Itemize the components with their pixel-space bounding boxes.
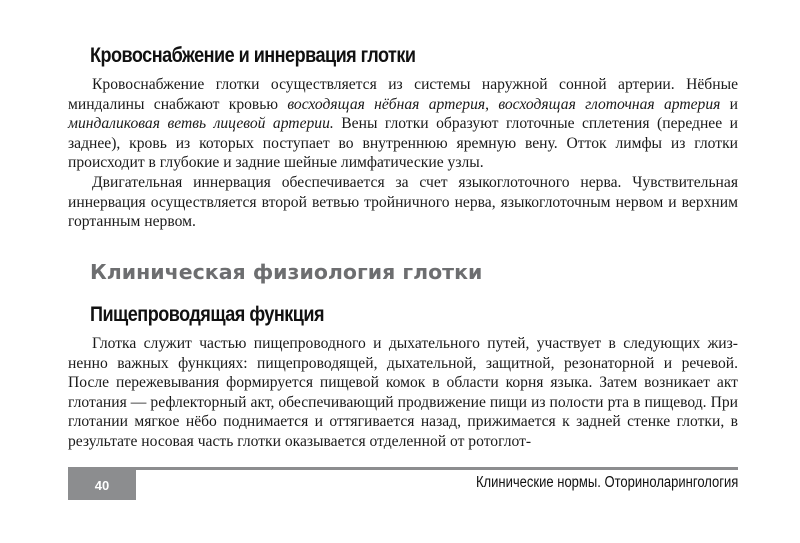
heading-swallowing-function: Пищепроводящая функция [90, 303, 325, 326]
term-ascending-palatine-artery: восходящая нёбная артерия [287, 95, 486, 113]
page-number: 40 [94, 477, 110, 493]
term-ascending-pharyngeal-artery: восходящая глоточная артерия [498, 95, 721, 113]
text-run: Вены глотки образуют глоточные сплетения (переднее и заднее), кровь из которых поступает во внутреннюю яремную вену. Отток лимфы из глотки происходит в глубокие и задние шейные лимфатические узлы. [68, 115, 738, 172]
paragraph-swallowing: Глотка служит частью пищепроводного и дыхательного путей, участвует в следующих жизненно важных функциях: пищепроводящей, дыхательной, защитной, резонаторной и речевой. После пережевывания формируется пищевой комок в области корня языка. Затем возникает акт глотания — рефлекторный акт, обеспечивающий продвижение пищи из полости рта в пищевод. При глотании мягкое нёбо поднимается и оттягивается назад, прижимается к задней стенке глотки, в результате носовая часть глотки оказывается отделенной от ротоглот- [68, 335, 738, 450]
paragraph-innervation: Двигательная иннервация обеспечивается за счет языкоглоточного нерва. Чувствительная иннервация осуществляется второй ветвью тройничного нерва, языкоглоточным нервом и верхним гортанным нервом. [68, 174, 738, 231]
heading-blood-supply: Кровоснабжение и иннервация глотки [90, 44, 416, 67]
text-run: и [720, 95, 738, 113]
text-run: , [485, 95, 499, 113]
footer-divider [68, 467, 738, 470]
term-tonsillar-branch: миндаликовая ветвь лицевой артерии. [68, 115, 334, 133]
text-run: Кровоснабжение глотки осуществляется из системы наружной сонной артерии. Нёбные миндалины снабжают кровью [68, 76, 738, 113]
heading-clinical-physiology: Клиническая физиология глотки [90, 260, 483, 284]
paragraph-blood-supply [68, 75, 738, 173]
running-title: Клинические нормы. Оториноларингология [475, 474, 738, 491]
page-number-box [68, 470, 136, 500]
page-content [68, 0, 738, 543]
